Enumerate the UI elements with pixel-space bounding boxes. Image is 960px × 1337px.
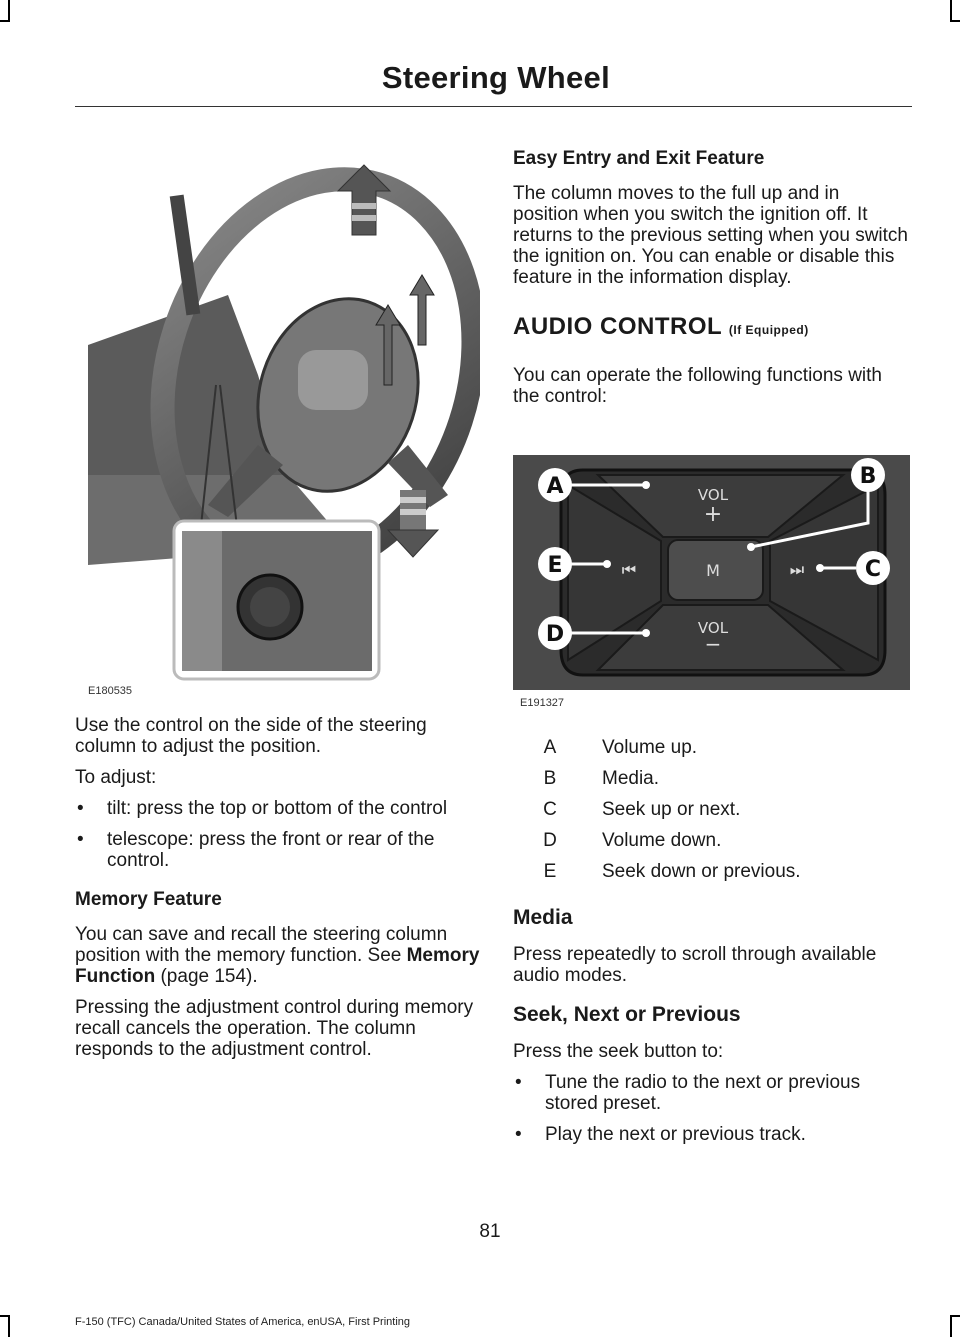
legend-key: A <box>543 737 557 758</box>
steering-column-figure <box>88 145 480 697</box>
figure-code: E191327 <box>520 697 565 709</box>
bullet-symbol: • <box>77 829 84 850</box>
audio-control-figure <box>513 455 910 709</box>
legend-key: C <box>543 799 557 820</box>
memory-feature-heading: Memory Feature <box>75 889 222 910</box>
audio-control-illustration <box>513 455 910 690</box>
list-item <box>513 1124 913 1145</box>
media-heading: Media <box>513 906 573 929</box>
figure-code: E180535 <box>88 685 133 697</box>
seek-next-icon: ⏭ <box>789 560 805 579</box>
legend-value: Volume up. <box>602 737 698 758</box>
memory-paragraph-2: Pressing the adjustment control during memory recall cancels the operation. The column responds to the adjustment control. <box>75 997 474 1060</box>
bullet-symbol: • <box>515 1072 522 1093</box>
seek-heading: Seek, Next or Previous <box>513 1003 741 1026</box>
memory-page-ref: (page 154). <box>155 966 258 987</box>
page-number: 81 <box>479 1221 501 1242</box>
right-column-lower <box>513 907 913 1155</box>
vol-up-plus: + <box>703 502 723 527</box>
legend-value: Media. <box>602 768 660 789</box>
list-item <box>75 798 480 819</box>
bullet-text: tilt: press the top or bottom of the control <box>107 798 448 819</box>
memory-paragraph <box>75 924 480 987</box>
crop-mark <box>950 0 952 22</box>
if-equipped-note: (If Equipped) <box>728 323 809 337</box>
legend-key: E <box>543 861 557 882</box>
easy-entry-paragraph: The column moves to the full up and in position when you switch the ignition off. It returns to the previous setting when you switch the ignition on. You can enable or disable this feature in the information display. <box>513 183 908 288</box>
to-adjust-label: To adjust: <box>75 767 157 788</box>
vol-up-label: VOL <box>697 486 729 504</box>
media-button-label: M <box>706 561 720 580</box>
legend-value: Seek up or next. <box>602 799 741 820</box>
callout-b: B <box>859 464 877 489</box>
audio-control-heading <box>513 313 908 341</box>
seek-prev-icon: ⏮ <box>621 560 637 579</box>
list-item <box>513 1072 913 1114</box>
legend-key: D <box>543 830 557 851</box>
header-divider <box>75 106 912 107</box>
callout-e: E <box>547 553 563 578</box>
memory-text: You can save and recall the steering column position with the memory function. See <box>75 924 448 966</box>
crop-mark <box>950 20 960 22</box>
callout-d: D <box>545 622 565 647</box>
crop-mark <box>0 20 10 22</box>
bullet-text: telescope: press the front or rear of the control. <box>107 829 435 871</box>
steering-wheel-illustration <box>88 145 480 685</box>
footer-text: F-150 (TFC) Canada/United States of America, enUSA, First Printing <box>75 1316 411 1328</box>
audio-intro-paragraph: You can operate the following functions with the control: <box>513 365 882 407</box>
crop-mark <box>950 1315 960 1317</box>
bullet-symbol: • <box>515 1124 522 1145</box>
intro-paragraph: Use the control on the side of the steering column to adjust the position. <box>75 715 427 757</box>
legend-key: B <box>543 768 557 789</box>
vol-down-minus: − <box>704 632 722 656</box>
memory-function-link[interactable]: Memory Function <box>75 945 480 987</box>
list-item <box>75 829 480 871</box>
audio-control-title: AUDIO CONTROL <box>513 313 722 340</box>
bullet-text: Play the next or previous track. <box>545 1124 806 1145</box>
callout-a: A <box>546 474 564 499</box>
media-paragraph: Press repeatedly to scroll through available audio modes. <box>513 944 877 986</box>
left-column <box>75 715 480 1070</box>
crop-mark <box>8 1315 10 1337</box>
legend-value: Volume down. <box>602 830 722 851</box>
seek-intro: Press the seek button to: <box>513 1041 724 1062</box>
bullet-symbol: • <box>77 798 84 819</box>
vol-down-label: VOL <box>697 619 729 637</box>
bullet-text: Tune the radio to the next or previous stored preset. <box>545 1072 861 1114</box>
easy-entry-heading: Easy Entry and Exit Feature <box>513 148 765 169</box>
page-title: Steering Wheel <box>381 60 610 95</box>
callout-c: C <box>864 557 882 582</box>
crop-mark <box>8 0 10 22</box>
right-column <box>513 148 908 417</box>
crop-mark <box>950 1315 952 1337</box>
crop-mark <box>0 1315 10 1317</box>
legend-value: Seek down or previous. <box>602 861 801 882</box>
